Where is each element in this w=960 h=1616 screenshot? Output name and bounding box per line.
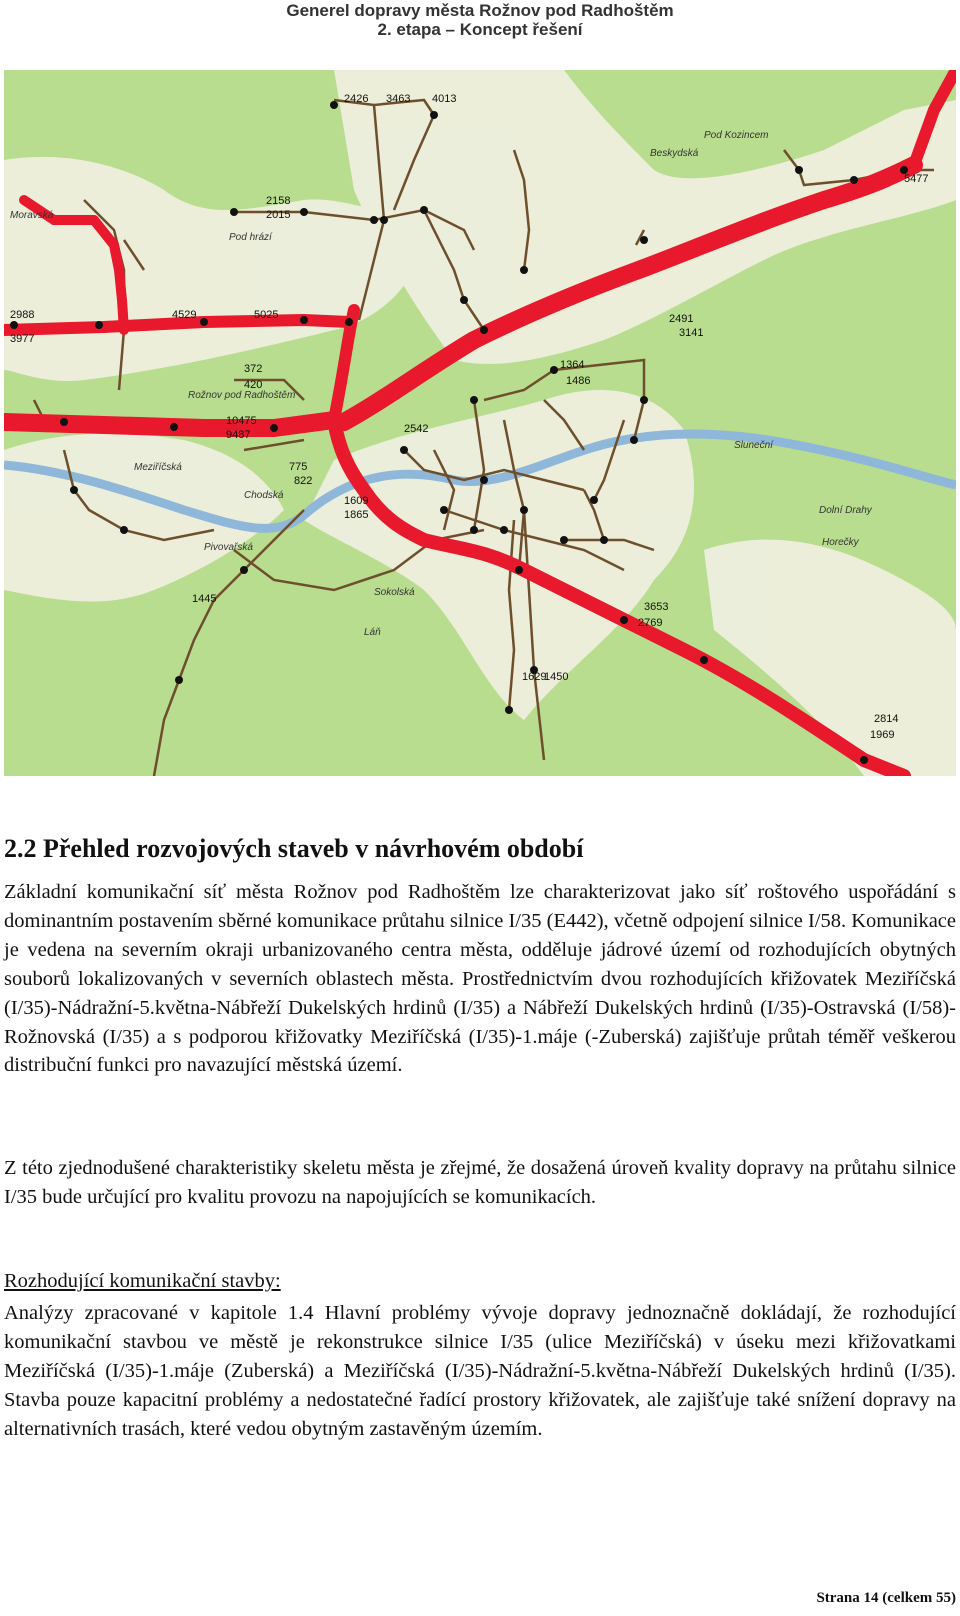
- street-label: Pod Kozincem: [704, 130, 769, 141]
- volume-label: 2814: [874, 713, 899, 725]
- volume-label: 1629: [522, 671, 547, 683]
- volume-label: 1445: [192, 593, 217, 605]
- paragraph: Z této zjednodušené charakteristiky skeletu města je zřejmé, že dosažená úroveň kvality dopravy na průtahu silnice I/35 bude určující pro kvalitu provozu na napojujících se komunikacích.: [4, 1157, 956, 1208]
- header-subtitle: 2. etapa – Koncept řešení: [377, 20, 583, 39]
- volume-label: 3141: [679, 327, 704, 339]
- volume-label: 3977: [10, 333, 35, 345]
- volume-label: 1450: [544, 671, 569, 683]
- volume-label: 3653: [644, 601, 669, 613]
- street-label: Horečky: [822, 537, 859, 548]
- volume-label: 10475: [226, 415, 257, 427]
- volume-label: 4013: [432, 93, 457, 105]
- station-label: Rožnov pod Radhoštěm: [188, 390, 296, 401]
- volume-label: 2015: [266, 209, 291, 221]
- volume-label: 372: [244, 363, 263, 375]
- volume-label: 5477: [904, 173, 929, 185]
- volume-label: 2426: [344, 93, 369, 105]
- volume-label: 420: [244, 379, 263, 391]
- street-label: Chodská: [244, 490, 284, 501]
- volume-label: 822: [294, 475, 313, 487]
- paragraph: Základní komunikační síť města Rožnov pod Radhoštěm lze charakterizovat jako síť roštového uspořádání s dominantním postavením sběrné komunikace průtahu silnice I/35 (E442), včetně odpojení silnice I/58. Komunikace je vedena na severním okraji urbanizovaného centra města, odděluje jádrové území od rozhodujících obytných souborů lokalizovaných v severních oblastech města. Prostřednictvím dvou rozhodujících křižovatek Meziříčská (I/35)-Nádražní-5.května-Nábřeží Dukelských hrdinů (I/35) a Nábřeží Dukelských hrdinů (I/35)-Ostravská (I/58)-Rožnovská (I/35) a s podporou křižovatky Meziříčská (I/35)-1.máje (-Zuberská) zajišťuje průtah téměř veškerou distribuční funkci pro navazující městská území.: [4, 881, 956, 1077]
- header-title: Generel dopravy města Rožnov pod Radhoštěm: [286, 1, 674, 20]
- street-label: Sluneční: [734, 440, 773, 451]
- volume-label: 5025: [254, 309, 279, 321]
- volume-label: 4529: [172, 309, 197, 321]
- volume-label: 1486: [566, 375, 591, 387]
- volume-label: 2491: [669, 313, 694, 325]
- volume-label: 2158: [266, 195, 291, 207]
- street-label: Meziříčská: [134, 462, 182, 473]
- volume-label: 2769: [638, 617, 663, 629]
- volume-label: 9487: [226, 429, 251, 441]
- street-label: Sokolská: [374, 587, 415, 598]
- section-heading: 2.2 Přehled rozvojových staveb v návrhovém období: [4, 834, 584, 863]
- street-label: Láň: [364, 627, 381, 638]
- volume-label: 1609: [344, 495, 369, 507]
- street-label: Pod hrází: [229, 232, 272, 243]
- volume-label: 2988: [10, 309, 35, 321]
- volume-label: 2542: [404, 423, 429, 435]
- traffic-map: [4, 70, 956, 776]
- subheading: Rozhodující komunikační stavby:: [4, 1270, 281, 1292]
- volume-label: 1364: [560, 359, 585, 371]
- volume-label: 3463: [386, 93, 411, 105]
- volume-label: 775: [289, 461, 308, 473]
- street-label: Pivovařská: [204, 542, 253, 553]
- street-label: Beskydská: [650, 148, 699, 159]
- volume-label: 1969: [870, 729, 895, 741]
- paragraph: Analýzy zpracované v kapitole 1.4 Hlavní problémy vývoje dopravy jednoznačně dokládají, že rozhodující komunikační stavbou ve městě je rekonstrukce silnice I/35 (ulice Meziříčská) v úseku mezi křižovatkami Meziříčská (I/35)-1.máje (Zuberská) a Meziříčská (I/35)-Nádražní-5.května-Nábřeží Dukelských hrdinů (I/35). Stavba pouze kapacitní problémy a nedostatečné řadící prostory křižovatek, ale zajišťuje také snížení dopravy na alternativních trasách, které vedou obytným zastavěným územím.: [4, 1302, 956, 1440]
- page-number: Strana 14 (celkem 55): [816, 1590, 956, 1606]
- volume-label: 1865: [344, 509, 369, 521]
- street-label: Dolní Drahy: [819, 505, 872, 516]
- street-label: Moravská: [10, 210, 54, 221]
